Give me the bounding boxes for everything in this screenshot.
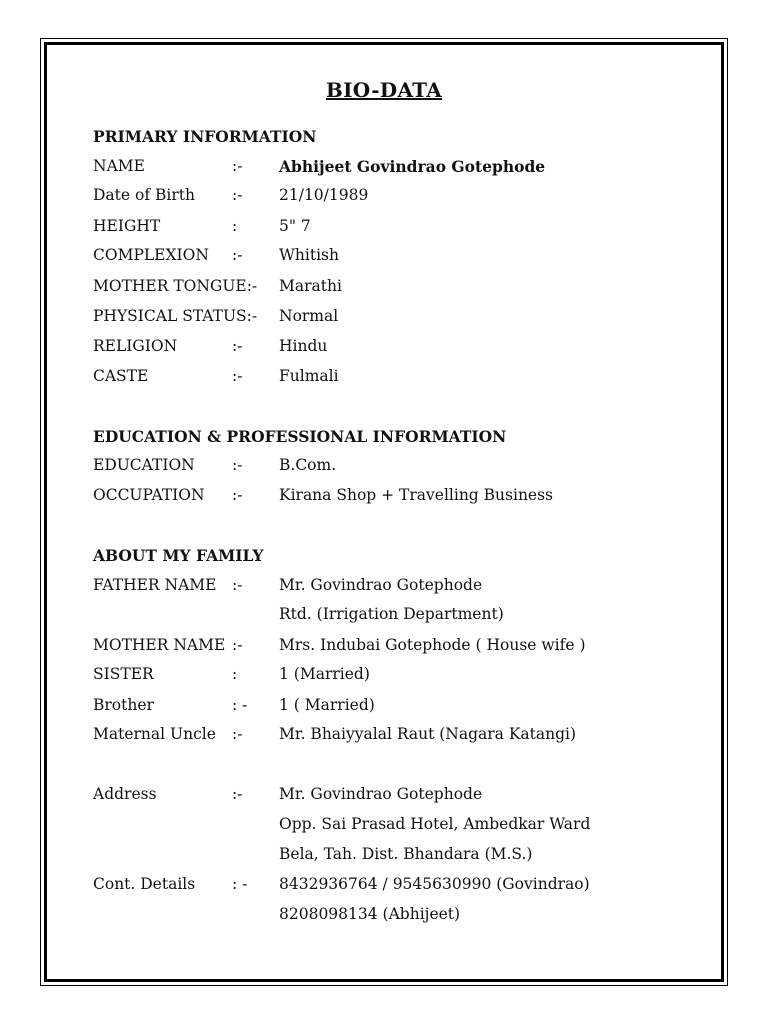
row-value: 5" 7: [279, 217, 311, 235]
row-value: Bela, Tah. Dist. Bhandara (M.S.): [279, 845, 533, 863]
row-value: Rtd. (Irrigation Department): [279, 605, 504, 623]
row-separator: :-: [232, 785, 243, 803]
row-label: Maternal Uncle: [93, 725, 216, 743]
row-value: 21/10/1989: [279, 186, 369, 204]
info-row: [0, 576, 768, 598]
section-heading-primary: PRIMARY INFORMATION: [93, 127, 317, 146]
row-label: Brother: [93, 696, 154, 714]
info-row: [0, 605, 768, 627]
row-value: Opp. Sai Prasad Hotel, Ambedkar Ward: [279, 815, 591, 833]
info-row: [0, 186, 768, 208]
row-value: Abhijeet Govindrao Gotephode: [279, 157, 546, 176]
row-value: Kirana Shop + Travelling Business: [279, 486, 554, 504]
info-row: [0, 875, 768, 897]
row-label: SISTER: [93, 665, 154, 683]
row-value: 1 ( Married): [279, 696, 375, 714]
info-row: [0, 367, 768, 389]
row-separator: :-: [232, 486, 243, 504]
info-row: [0, 696, 768, 718]
row-separator: :: [232, 665, 238, 683]
info-row: [0, 486, 768, 508]
row-label: EDUCATION: [93, 456, 195, 474]
row-label: PHYSICAL STATUS:-: [93, 307, 258, 325]
document-title: BIO-DATA: [325, 78, 443, 102]
row-label: FATHER NAME: [93, 576, 217, 594]
row-value: Mr. Govindrao Gotephode: [279, 576, 483, 594]
row-label: COMPLEXION: [93, 246, 209, 264]
info-row: [0, 845, 768, 867]
row-separator: : -: [232, 875, 248, 893]
info-row: [0, 815, 768, 837]
row-separator: :-: [232, 246, 243, 264]
row-value: 8432936764 / 9545630990 (Govindrao): [279, 875, 590, 893]
row-separator: :-: [232, 186, 243, 204]
section-heading-family: ABOUT MY FAMILY: [93, 546, 264, 565]
row-value: B.Com.: [279, 456, 337, 474]
row-label: NAME: [93, 157, 145, 175]
info-row: [0, 217, 768, 239]
row-separator: :-: [232, 576, 243, 594]
row-value: 8208098134 (Abhijeet): [279, 905, 461, 923]
info-row: [0, 725, 768, 747]
row-label: Address: [93, 785, 157, 803]
section-heading-education: EDUCATION & PROFESSIONAL INFORMATION: [93, 427, 507, 446]
row-label: Date of Birth: [93, 186, 195, 204]
info-row: [0, 665, 768, 687]
row-separator: :-: [232, 337, 243, 355]
row-separator: :-: [232, 725, 243, 743]
row-label: Cont. Details: [93, 875, 196, 893]
info-row: [0, 636, 768, 658]
row-separator: :-: [232, 157, 243, 175]
row-value: Hindu: [279, 337, 328, 355]
row-value: Whitish: [279, 246, 339, 264]
row-separator: :-: [232, 636, 243, 654]
row-label: MOTHER TONGUE:-: [93, 277, 258, 295]
info-row: [0, 246, 768, 268]
info-row: [0, 277, 768, 299]
row-value: 1 (Married): [279, 665, 370, 683]
row-separator: :-: [232, 456, 243, 474]
row-value: Mr. Bhaiyyalal Raut (Nagara Katangi): [279, 725, 577, 743]
row-separator: : -: [232, 696, 248, 714]
info-row: [0, 785, 768, 807]
row-label: RELIGION: [93, 337, 178, 355]
row-label: OCCUPATION: [93, 486, 205, 504]
row-value: Normal: [279, 307, 339, 325]
row-value: Fulmali: [279, 367, 339, 385]
row-label: HEIGHT: [93, 217, 161, 235]
row-value: Mrs. Indubai Gotephode ( House wife ): [279, 636, 586, 654]
row-value: Mr. Govindrao Gotephode: [279, 785, 483, 803]
info-row: [0, 905, 768, 927]
info-row: [0, 337, 768, 359]
row-label: CASTE: [93, 367, 149, 385]
row-value: Marathi: [279, 277, 342, 295]
info-row: [0, 307, 768, 329]
row-separator: :: [232, 217, 238, 235]
row-label: MOTHER NAME: [93, 636, 226, 654]
info-row: [0, 456, 768, 478]
page-border-inner: [44, 42, 724, 982]
row-separator: :-: [232, 367, 243, 385]
info-row: [0, 157, 768, 179]
